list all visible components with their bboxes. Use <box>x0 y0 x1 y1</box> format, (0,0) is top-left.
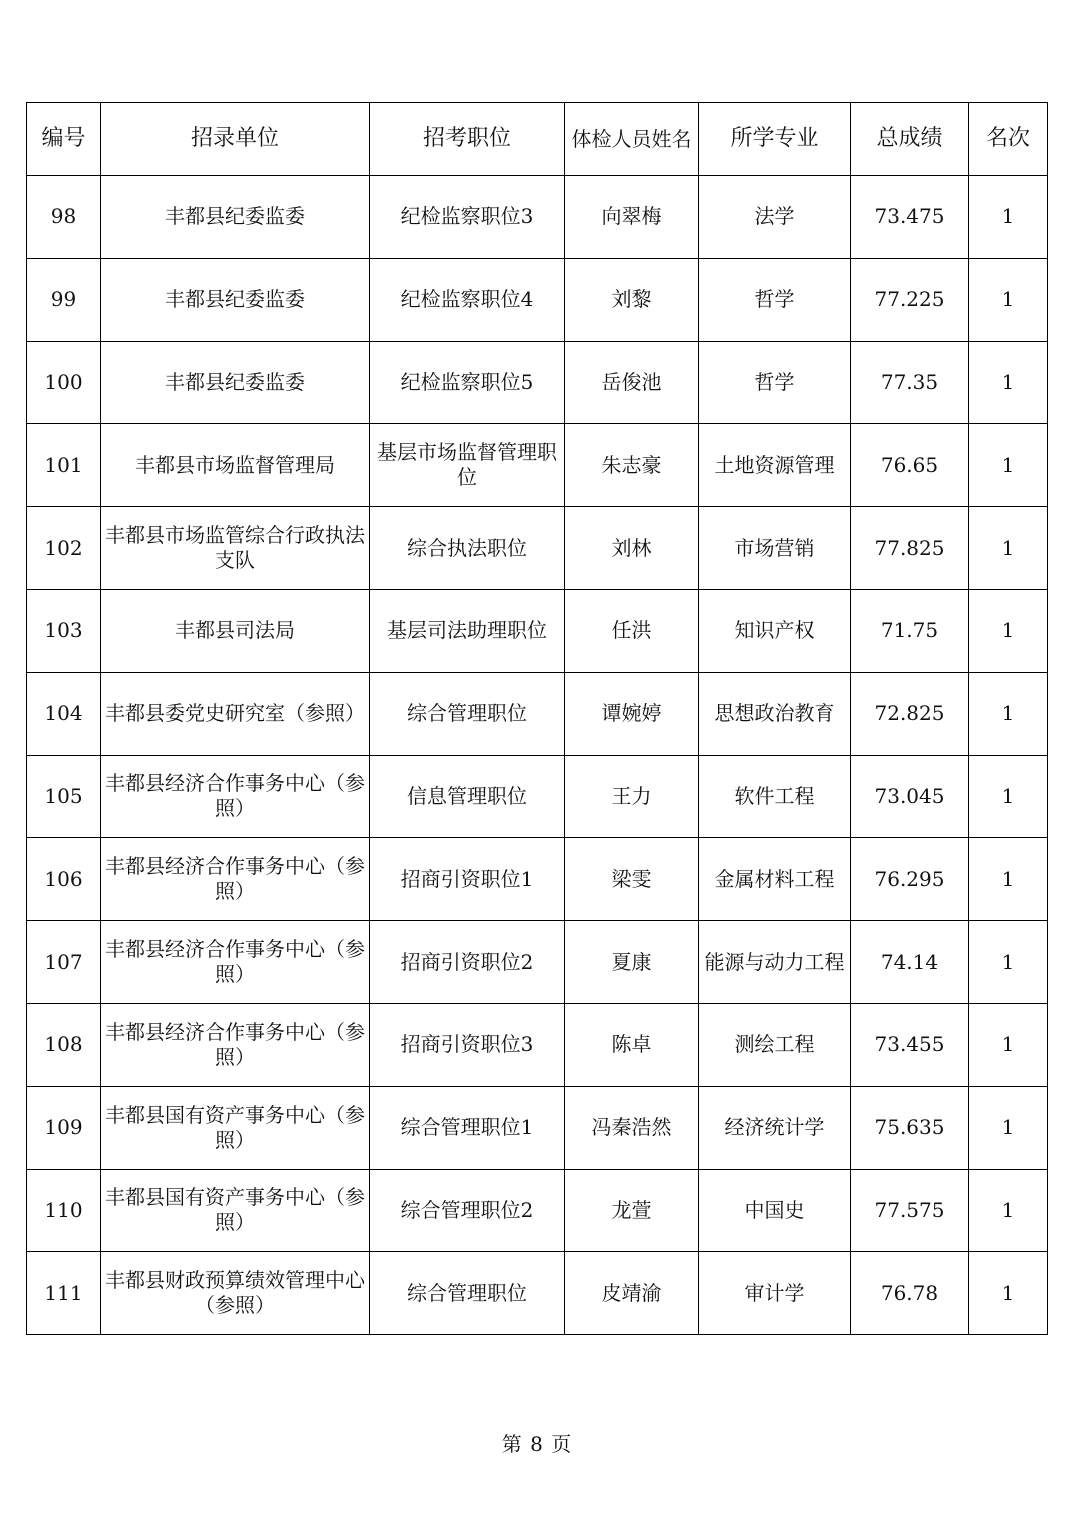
table-row <box>27 1252 1048 1335</box>
cell-name: 陈卓 <box>565 1003 699 1086</box>
cell-position: 综合执法职位 <box>370 507 565 590</box>
cell-name: 刘林 <box>565 507 699 590</box>
cell-major: 哲学 <box>699 258 851 341</box>
table-row <box>27 1169 1048 1252</box>
cell-score: 72.825 <box>851 672 969 755</box>
cell-position: 综合管理职位2 <box>370 1169 565 1252</box>
table-row <box>27 424 1048 507</box>
cell-name: 冯秦浩然 <box>565 1086 699 1169</box>
cell-rank: 1 <box>969 755 1048 838</box>
cell-unit: 丰都县纪委监委 <box>101 341 370 424</box>
cell-unit: 丰都县财政预算绩效管理中心（参照） <box>101 1252 370 1335</box>
cell-position: 综合管理职位 <box>370 672 565 755</box>
table-row <box>27 176 1048 259</box>
cell-unit: 丰都县国有资产事务中心（参照） <box>101 1169 370 1252</box>
cell-score: 76.295 <box>851 838 969 921</box>
cell-rank: 1 <box>969 838 1048 921</box>
cell-score: 76.65 <box>851 424 969 507</box>
cell-id: 103 <box>27 589 101 672</box>
page-number: 第 8 页 <box>501 1432 573 1456</box>
cell-name: 朱志豪 <box>565 424 699 507</box>
cell-unit: 丰都县委党史研究室（参照） <box>101 672 370 755</box>
cell-major: 法学 <box>699 176 851 259</box>
cell-position: 基层市场监督管理职位 <box>370 424 565 507</box>
cell-id: 107 <box>27 921 101 1004</box>
cell-unit: 丰都县市场监管综合行政执法支队 <box>101 507 370 590</box>
table-row <box>27 258 1048 341</box>
cell-id: 101 <box>27 424 101 507</box>
header-score: 总成绩 <box>851 103 969 176</box>
cell-major: 哲学 <box>699 341 851 424</box>
cell-major: 思想政治教育 <box>699 672 851 755</box>
cell-rank: 1 <box>969 1086 1048 1169</box>
cell-id: 106 <box>27 838 101 921</box>
cell-name: 龙萱 <box>565 1169 699 1252</box>
cell-id: 110 <box>27 1169 101 1252</box>
results-table <box>26 102 1048 1335</box>
cell-position: 招商引资职位3 <box>370 1003 565 1086</box>
cell-score: 73.475 <box>851 176 969 259</box>
table-row <box>27 1003 1048 1086</box>
cell-position: 招商引资职位1 <box>370 838 565 921</box>
cell-score: 77.825 <box>851 507 969 590</box>
header-row <box>27 103 1048 176</box>
cell-score: 77.35 <box>851 341 969 424</box>
cell-score: 76.78 <box>851 1252 969 1335</box>
header-rank: 名次 <box>969 103 1048 176</box>
cell-position: 基层司法助理职位 <box>370 589 565 672</box>
table-row <box>27 755 1048 838</box>
cell-rank: 1 <box>969 258 1048 341</box>
cell-score: 75.635 <box>851 1086 969 1169</box>
cell-unit: 丰都县纪委监委 <box>101 176 370 259</box>
cell-score: 73.045 <box>851 755 969 838</box>
header-position: 招考职位 <box>370 103 565 176</box>
page-footer <box>0 1428 1074 1457</box>
cell-unit: 丰都县经济合作事务中心（参照） <box>101 838 370 921</box>
cell-rank: 1 <box>969 424 1048 507</box>
header-major: 所学专业 <box>699 103 851 176</box>
cell-id: 108 <box>27 1003 101 1086</box>
cell-major: 中国史 <box>699 1169 851 1252</box>
cell-position: 信息管理职位 <box>370 755 565 838</box>
cell-id: 99 <box>27 258 101 341</box>
cell-unit: 丰都县司法局 <box>101 589 370 672</box>
cell-id: 98 <box>27 176 101 259</box>
cell-rank: 1 <box>969 921 1048 1004</box>
cell-score: 71.75 <box>851 589 969 672</box>
cell-major: 能源与动力工程 <box>699 921 851 1004</box>
cell-major: 经济统计学 <box>699 1086 851 1169</box>
cell-name: 岳俊池 <box>565 341 699 424</box>
table-row <box>27 589 1048 672</box>
cell-score: 77.575 <box>851 1169 969 1252</box>
cell-position: 纪检监察职位3 <box>370 176 565 259</box>
cell-name: 皮靖渝 <box>565 1252 699 1335</box>
cell-rank: 1 <box>969 1003 1048 1086</box>
cell-name: 刘黎 <box>565 258 699 341</box>
cell-name: 谭婉婷 <box>565 672 699 755</box>
table-row <box>27 672 1048 755</box>
cell-name: 向翠梅 <box>565 176 699 259</box>
cell-name: 任洪 <box>565 589 699 672</box>
cell-unit: 丰都县经济合作事务中心（参照） <box>101 1003 370 1086</box>
cell-id: 111 <box>27 1252 101 1335</box>
header-name: 体检人员姓名 <box>565 103 699 176</box>
cell-position: 纪检监察职位4 <box>370 258 565 341</box>
table-row <box>27 1086 1048 1169</box>
cell-rank: 1 <box>969 341 1048 424</box>
cell-score: 74.14 <box>851 921 969 1004</box>
cell-id: 104 <box>27 672 101 755</box>
cell-score: 73.455 <box>851 1003 969 1086</box>
cell-unit: 丰都县纪委监委 <box>101 258 370 341</box>
table-row <box>27 921 1048 1004</box>
cell-id: 105 <box>27 755 101 838</box>
cell-position: 综合管理职位 <box>370 1252 565 1335</box>
cell-unit: 丰都县市场监督管理局 <box>101 424 370 507</box>
cell-position: 纪检监察职位5 <box>370 341 565 424</box>
cell-position: 综合管理职位1 <box>370 1086 565 1169</box>
cell-score: 77.225 <box>851 258 969 341</box>
cell-name: 夏康 <box>565 921 699 1004</box>
cell-major: 审计学 <box>699 1252 851 1335</box>
cell-id: 100 <box>27 341 101 424</box>
table-body <box>27 176 1048 1335</box>
cell-rank: 1 <box>969 1252 1048 1335</box>
cell-rank: 1 <box>969 507 1048 590</box>
cell-rank: 1 <box>969 176 1048 259</box>
cell-rank: 1 <box>969 1169 1048 1252</box>
table-row <box>27 341 1048 424</box>
cell-id: 109 <box>27 1086 101 1169</box>
cell-major: 市场营销 <box>699 507 851 590</box>
cell-major: 测绘工程 <box>699 1003 851 1086</box>
header-id: 编号 <box>27 103 101 176</box>
cell-unit: 丰都县国有资产事务中心（参照） <box>101 1086 370 1169</box>
cell-unit: 丰都县经济合作事务中心（参照） <box>101 755 370 838</box>
cell-position: 招商引资职位2 <box>370 921 565 1004</box>
cell-rank: 1 <box>969 672 1048 755</box>
cell-unit: 丰都县经济合作事务中心（参照） <box>101 921 370 1004</box>
table-row <box>27 838 1048 921</box>
header-unit: 招录单位 <box>101 103 370 176</box>
cell-major: 软件工程 <box>699 755 851 838</box>
cell-name: 梁雯 <box>565 838 699 921</box>
cell-major: 土地资源管理 <box>699 424 851 507</box>
cell-id: 102 <box>27 507 101 590</box>
table-row <box>27 507 1048 590</box>
cell-rank: 1 <box>969 589 1048 672</box>
cell-major: 知识产权 <box>699 589 851 672</box>
cell-name: 王力 <box>565 755 699 838</box>
cell-major: 金属材料工程 <box>699 838 851 921</box>
